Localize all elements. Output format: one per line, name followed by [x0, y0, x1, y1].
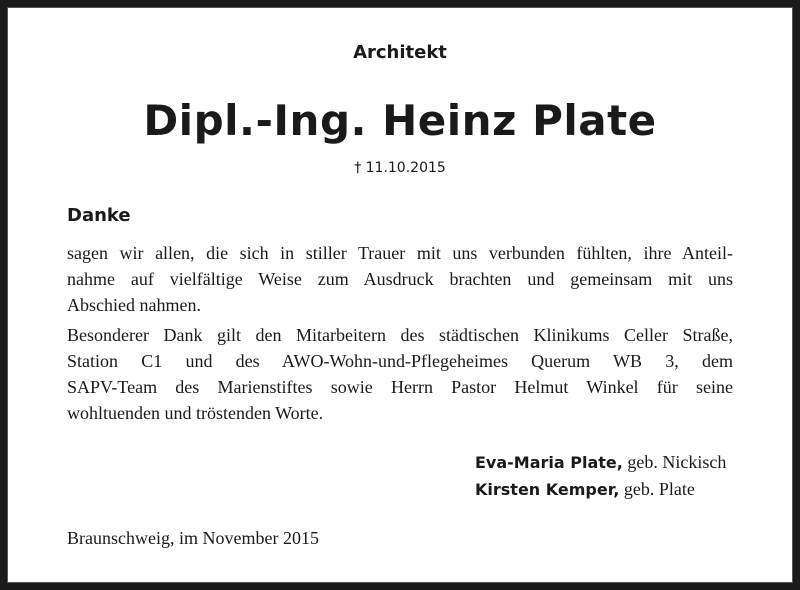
profession-title: Architekt: [353, 42, 447, 63]
signature-note: geb. Nickisch: [622, 452, 727, 472]
paragraph-line: Besonderer Dank gilt den Mitarbeitern des städtischen Klinikums Celler Straße,: [67, 325, 733, 345]
paragraph-line: nahme auf vielfältige Weise zum Ausdruck brachten und gemeinsam mit uns: [67, 269, 733, 289]
thanks-paragraph-2: [67, 322, 733, 426]
paragraph-line: Abschied nahmen.: [67, 295, 201, 315]
signature-kirsten: [475, 479, 695, 500]
place-date: Braunschweig, im November 2015: [67, 528, 319, 548]
thanks-heading: Danke: [67, 205, 131, 226]
signature-name: Eva-Maria Plate,: [475, 453, 623, 472]
death-date: † 11.10.2015: [354, 160, 446, 176]
paragraph-line: sagen wir allen, die sich in stiller Trauer mit uns verbunden fühlten, ihre Anteil-: [67, 243, 733, 263]
paragraph-line: Station C1 und des AWO-Wohn-und-Pflegeheimes Querum WB 3, dem: [67, 351, 733, 371]
signature-eva-maria: [475, 452, 726, 473]
paragraph-line: wohltuenden und tröstenden Worte.: [67, 403, 324, 423]
deceased-name: Dipl.-Ing. Heinz Plate: [143, 96, 657, 145]
signature-name: Kirsten Kemper,: [475, 480, 620, 499]
thanks-paragraph-1: [67, 240, 733, 318]
paragraph-line: SAPV-Team des Marienstiftes sowie Herrn Pastor Helmut Winkel für seine: [67, 377, 733, 397]
signature-note: geb. Plate: [619, 479, 695, 499]
